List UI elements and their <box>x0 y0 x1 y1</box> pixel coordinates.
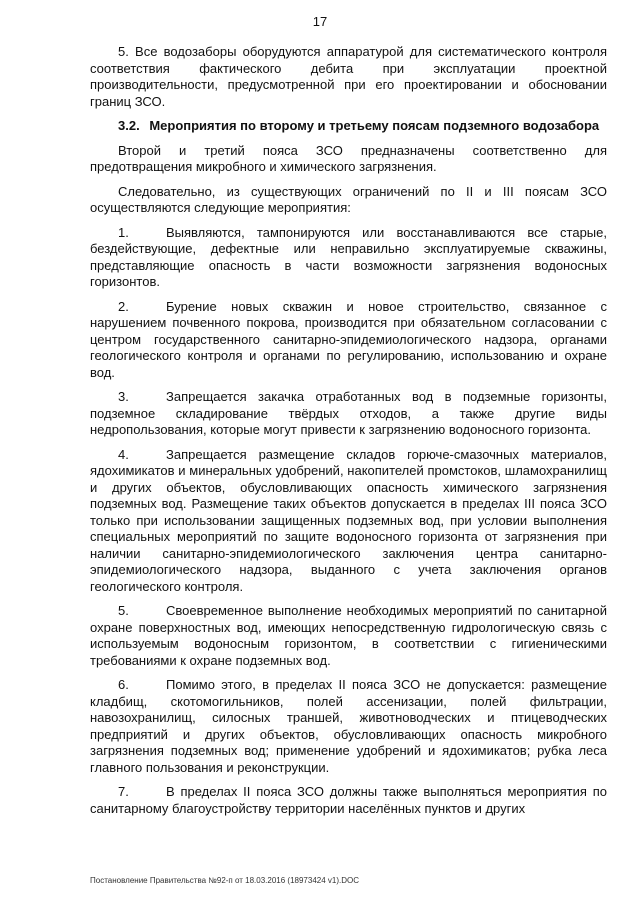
list-item-text: Запрещается размещение складов горюче-смазочных материалов, ядохимикатов и минеральных удобрений, накопителей промстоков, шламохранилищ и других объектов, обусловливающих опасность химического загрязнения подземных вод. Размещение таких объектов допускается в пределах III пояса ЗСО только при использовании защищенных подземных вод, при условии выполнения специальных мероприятий по защите водоносного горизонта от загрязнения при наличии санитарно-эпидемиологического заключения центра санитарно-эпидемиологического надзора, выданного с учета заключения органов геологического контроля. <box>90 446 607 594</box>
list-item-number: 2. <box>118 298 129 314</box>
list-item-text: В пределах II пояса ЗСО должны также выполняться мероприятия по санитарному благоустройству территории населённых пунктов и других <box>90 784 607 816</box>
paragraph: Второй и третий пояса ЗСО предназначены соответственно для предотвращения микробного и химического загрязнения. <box>90 142 607 174</box>
section-heading <box>90 118 607 135</box>
intro-paragraph: 5. Все водозаборы оборудуются аппаратурой для систематического контроля соответствия фактического дебита при эксплуатации проектной производительности, предусмотренной при его проектировании и обосновании границ ЗСО. <box>90 44 607 109</box>
page-number: 17 <box>312 14 328 29</box>
list-item <box>90 225 607 291</box>
list-item <box>90 447 607 596</box>
document-footer: Постановление Правительства №92-п от 18.03.2016 (18973424 v1).DOC <box>90 876 360 885</box>
list-item-number: 1. <box>118 224 129 240</box>
list-item-number: 4. <box>118 446 129 462</box>
list-item-number: 6. <box>118 677 129 692</box>
list-item-number: 3. <box>118 389 129 404</box>
list-item-number: 5. <box>118 603 129 618</box>
list-item <box>90 299 607 382</box>
list-item-text: Бурение новых скважин и новое строительство, связанное с нарушением почвенного покрова, производится при обязательном согласовании с центром государственного санитарно-эпидемиологического надзора, органами геологического контроля и органами по регулированию, использованию и охране вод. <box>90 298 607 380</box>
list-item-text: Помимо этого, в пределах II пояса ЗСО не допускается: размещение кладбищ, скотомогильников, полей ассенизации, полей фильтрации, навозохранилищ, силосных траншей, животноводческих и птицеводческих предприятий и других объектов, обусловливающих опасность микробного загрязнения подземных вод; применение удобрений и ядохимикатов; рубка леса главного пользования и реконструкции. <box>90 677 607 775</box>
section-title: Мероприятия по второму и третьему поясам подземного водозабора <box>149 118 600 133</box>
list-item-text: Выявляются, тампонируются или восстанавливаются все старые, бездействующие, дефектные или неправильно эксплуатируемые скважины, представляющие опасность в части возможности загрязнения водоносных горизонтов. <box>90 224 607 289</box>
list-item-number: 7. <box>118 784 129 799</box>
list-item-text: Своевременное выполнение необходимых мероприятий по санитарной охране поверхностных вод, имеющих непосредственную гидрологическую связь с используемым водоносным горизонтом, в соответствии с гигиеническими требованиями к охране подземных вод. <box>90 603 607 668</box>
list-item <box>90 389 607 439</box>
list-item <box>90 784 607 817</box>
list-item-text: Запрещается закачка отработанных вод в подземные горизонты, подземное складирование твёрдых отходов, а также другие виды недропользования, которые могут привести к загрязнению водоносного горизонта. <box>90 389 607 437</box>
document-body <box>90 44 607 825</box>
list-item <box>90 603 607 669</box>
paragraph: Следовательно, из существующих ограничений по II и III поясам ЗСО осуществляются следующие мероприятия: <box>90 183 607 215</box>
list-item <box>90 677 607 776</box>
section-number: 3.2. <box>118 118 140 133</box>
